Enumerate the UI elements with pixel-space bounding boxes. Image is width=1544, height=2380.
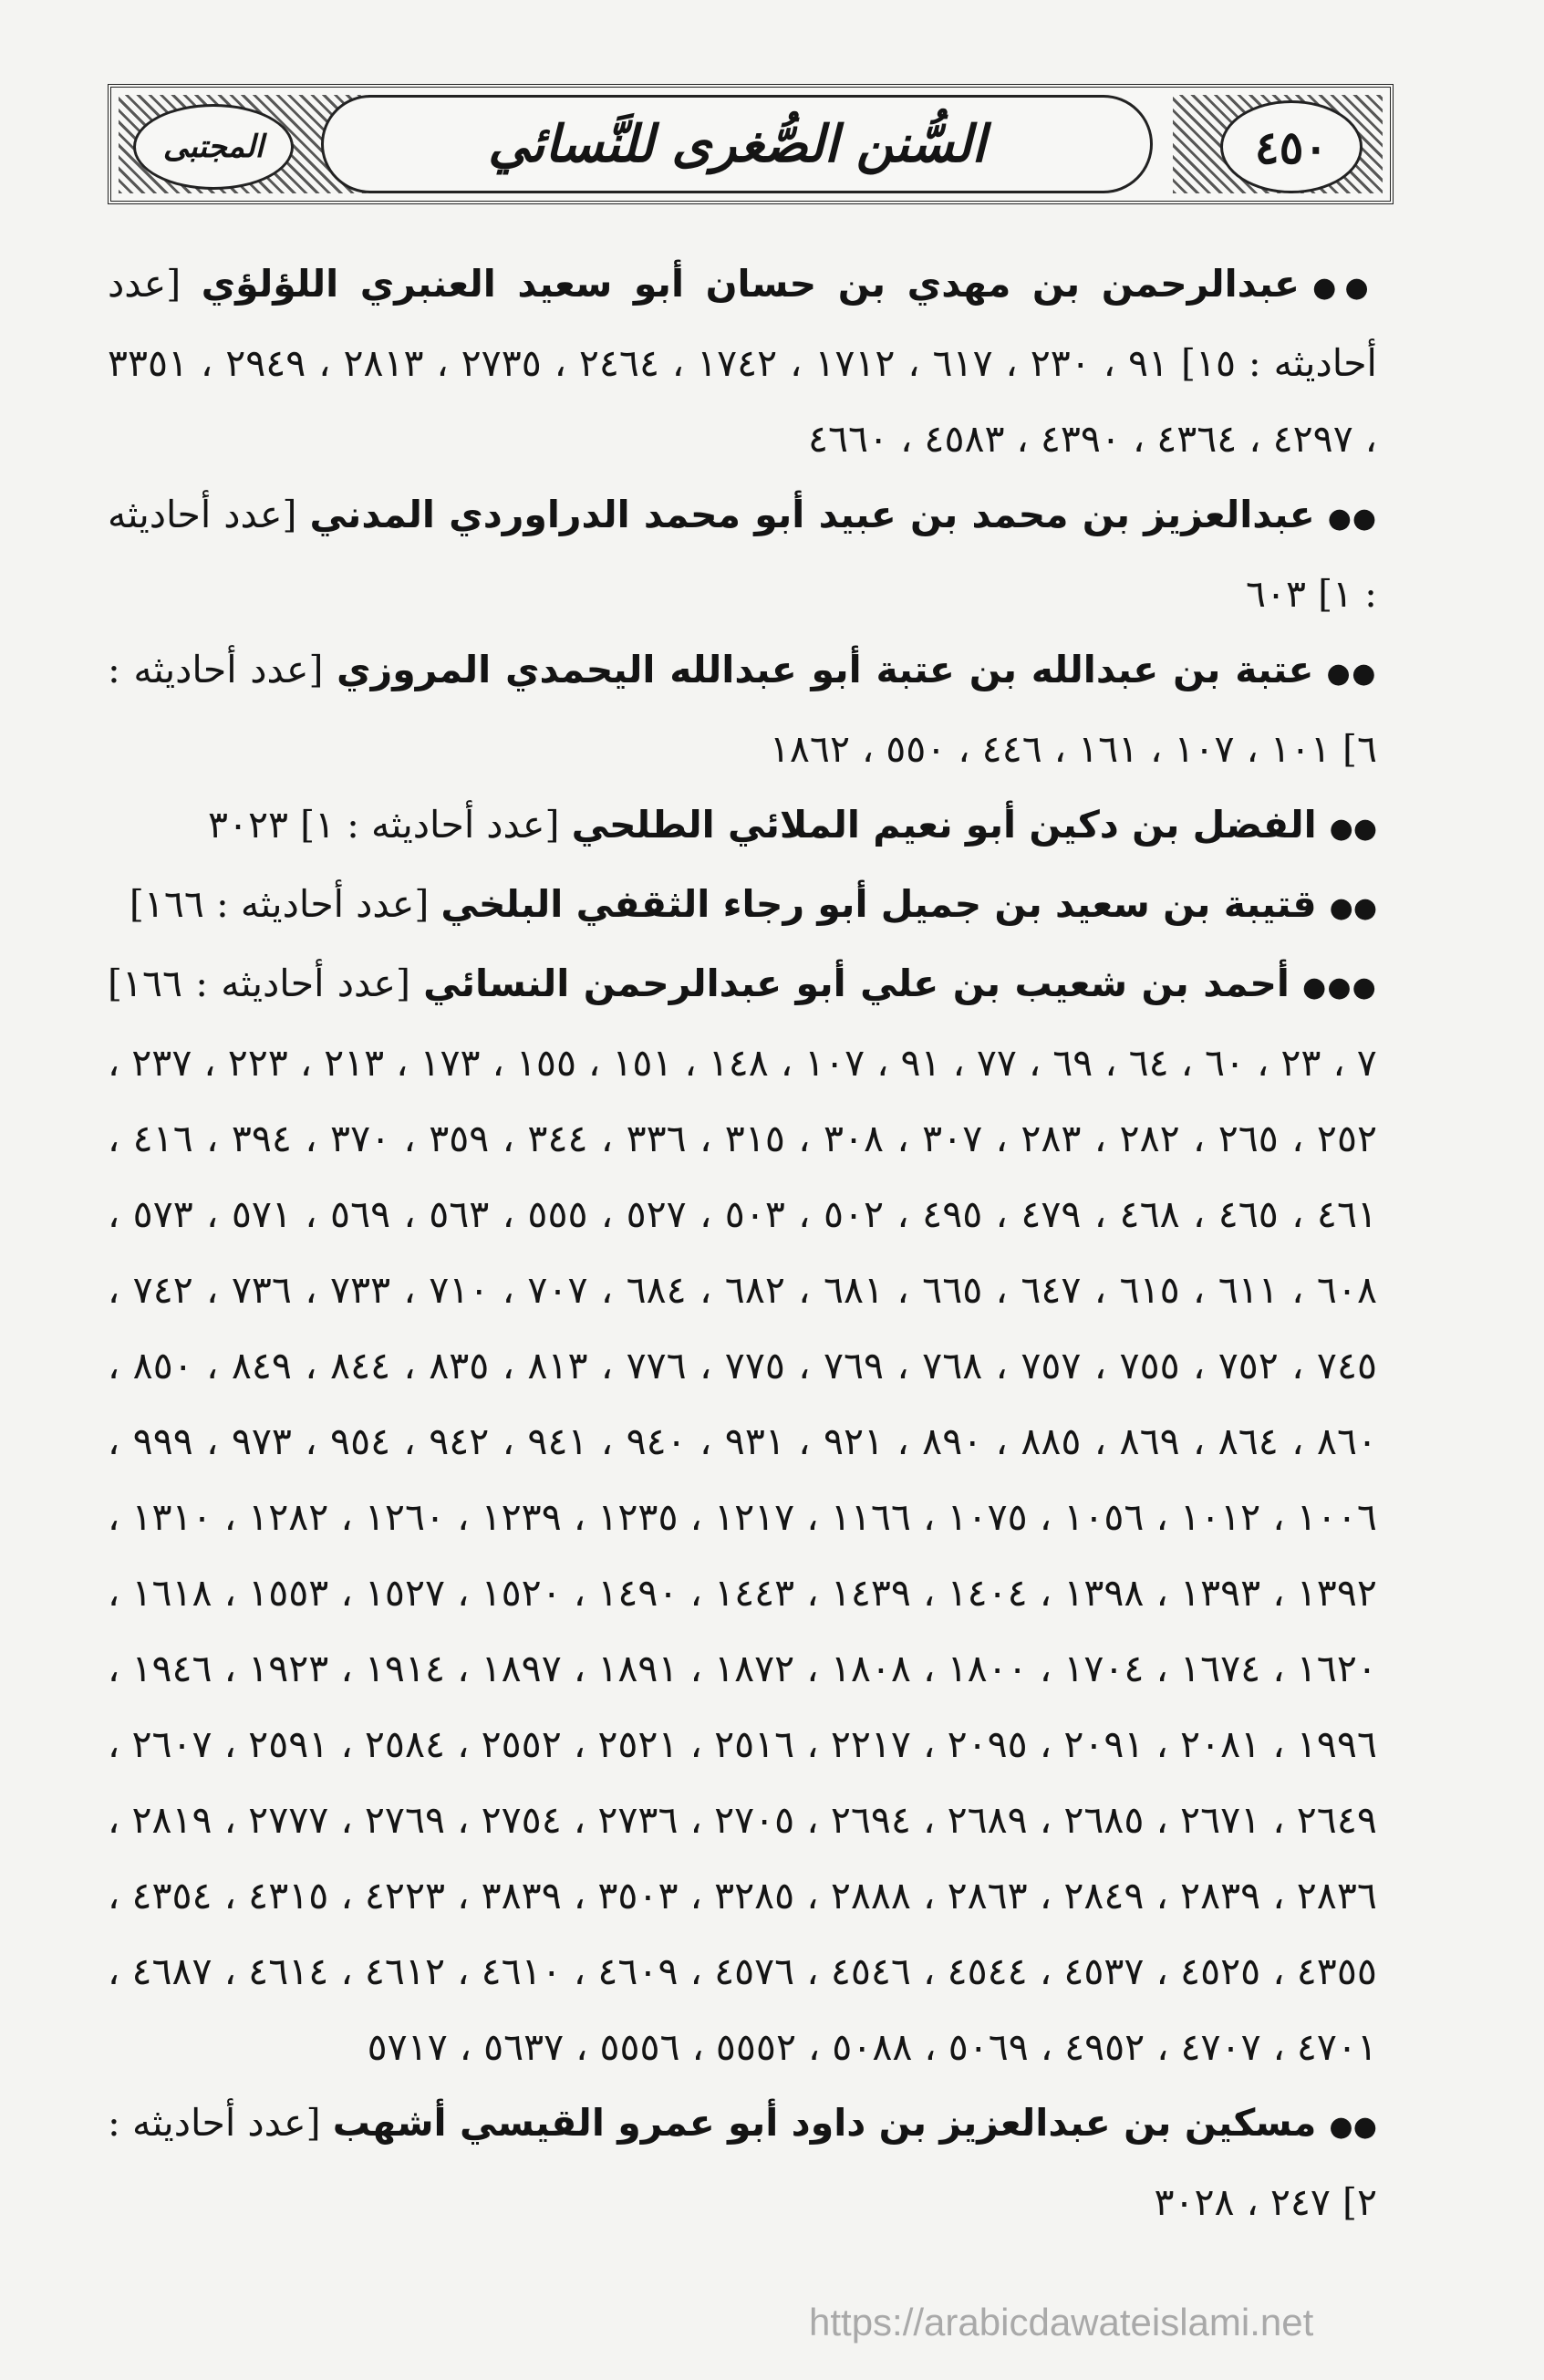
bullet-marker: ●●● (1302, 972, 1377, 1003)
narrator-name: قتيبة بن سعيد بن جميل أبو رجاء الثقفي البلخي (440, 882, 1317, 926)
narrator-index (108, 246, 1377, 2240)
bullet-marker: ●● (1329, 2111, 1377, 2143)
hadith-count: [عدد أحاديثه : ١] (300, 803, 560, 847)
hadith-numbers: ٣٠٢٣ (207, 803, 289, 847)
book-title: السُّنن الصُّغرى للنَّسائي (488, 114, 986, 174)
narrator-entry (108, 787, 1377, 867)
narrator-name: عبدالعزيز بن محمد بن عبيد أبو محمد الدراوردي المدني (309, 493, 1315, 536)
narrator-name: مسكين بن عبدالعزيز بن داود أبو عمرو القيسي أشهب (332, 2101, 1317, 2145)
bullet-marker: ●● (1329, 892, 1377, 924)
bullet-marker: ●● (1312, 272, 1378, 304)
hadith-numbers: ٦٠٣ (1245, 572, 1307, 616)
watermark-url: https://arabicdawateislami.net (809, 2301, 1314, 2344)
bullet-marker: ●● (1329, 813, 1377, 845)
narrator-entry (108, 477, 1377, 632)
hadith-count: [عدد أحاديثه : ١٦٦] (129, 882, 430, 926)
hadith-count: [عدد أحاديثه : ٢] (108, 2101, 1377, 2224)
title-cartouche (321, 95, 1153, 193)
narrator-name: الفضل بن دكين أبو نعيم الملائي الطلحي (571, 803, 1317, 847)
hadith-numbers: ٩١ ، ٢٣٠ ، ٦١٧ ، ١٧١٢ ، ١٧٤٢ ، ٢٤٦٤ ، ٢٧٣٥ ، ٢٨١٣ ، ٢٩٤٩ ، ٣٣٥١ ، ٤٢٩٧ ، ٤٣٦٤ ، ٤٣٩٠ ، ٤٥٨٣ ، ٤٦٦٠ (108, 341, 1377, 461)
narrator-entry (108, 246, 1377, 477)
hadith-count: [عدد أحاديثه : ٦] (108, 648, 1377, 771)
hadith-count: [عدد أحاديثه : ١] (108, 493, 1377, 616)
narrator-name: عبدالرحمن بن مهدي بن حسان أبو سعيد العنبري اللؤلؤي (201, 262, 1300, 306)
page-number: ٤٥٠ (1220, 100, 1363, 193)
narrator-name: عتبة بن عبدالله بن عتبة أبو عبدالله اليحمدي المروزي (337, 648, 1314, 691)
hadith-numbers: ٧ ، ٢٣ ، ٦٠ ، ٦٤ ، ٦٩ ، ٧٧ ، ٩١ ، ١٠٧ ، ١٤٨ ، ١٥١ ، ١٥٥ ، ١٧٣ ، ٢١٣ ، ٢٢٣ ، ٢٣٧ ، ٢٥٢ ، ٢٦٥ ، ٢٨٢ ، ٢٨٣ ، ٣٠٧ ، ٣٠٨ ، ٣١٥ ، ٣٣٦ ، ٣٤٤ ، ٣٥٩ ، ٣٧٠ ، ٣٩٤ ، ٤١٦ ، ٤٦١ ، ٤٦٥ ، ٤٦٨ ، ٤٧٩ ، ٤٩٥ ، ٥٠٢ ، ٥٠٣ ، ٥٢٧ ، ٥٥٥ ، ٥٦٣ ، ٥٦٩ ، ٥٧١ ، ٥٧٣ ، ٦٠٨ ، ٦١١ ، ٦١٥ ، ٦٤٧ ، ٦٦٥ ، ٦٨١ ، ٦٨٢ ، ٦٨٤ ، ٧٠٧ ، ٧١٠ ، ٧٣٣ ، ٧٣٦ ، ٧٤٢ ، ٧٤٥ ، ٧٥٢ ، ٧٥٥ ، ٧٥٧ ، ٧٦٨ ، ٧٦٩ ، ٧٧٥ ، ٧٧٦ ، ٨١٣ ، ٨٣٥ ، ٨٤٤ ، ٨٤٩ ، ٨٥٠ ، ٨٦٠ ، ٨٦٤ ، ٨٦٩ ، ٨٨٥ ، ٨٩٠ ، ٩٢١ ، ٩٣١ ، ٩٤٠ ، ٩٤١ ، ٩٤٢ ، ٩٥٤ ، ٩٧٣ ، ٩٩٩ ، ١٠٠٦ ، ١٠١٢ ، ١٠٥٦ ، ١٠٧٥ ، ١١٦٦ ، ١٢١٧ ، ١٢٣٥ ، ١٢٣٩ ، ١٢٦٠ ، ١٢٨٢ ، ١٣١٠ ، ١٣٩٢ ، ١٣٩٣ ، ١٣٩٨ ، ١٤٠٤ ، ١٤٣٩ ، ١٤٤٣ ، ١٤٩٠ ، ١٥٢٠ ، ١٥٢٧ ، ١٥٥٣ ، ١٦١٨ ، ١٦٢٠ ، ١٦٧٤ ، ١٧٠٤ ، ١٨٠٠ ، ١٨٠٨ ، ١٨٧٢ ، ١٨٩١ ، ١٨٩٧ ، ١٩١٤ ، ١٩٢٣ ، ١٩٤٦ ، ١٩٩٦ ، ٢٠٨١ ، ٢٠٩١ ، ٢٠٩٥ ، ٢٢١٧ ، ٢٥١٦ ، ٢٥٢١ ، ٢٥٥٢ ، ٢٥٨٤ ، ٢٥٩١ ، ٢٦٠٧ ، ٢٦٤٩ ، ٢٦٧١ ، ٢٦٨٥ ، ٢٦٨٩ ، ٢٦٩٤ ، ٢٧٠٥ ، ٢٧٣٦ ، ٢٧٥٤ ، ٢٧٦٩ ، ٢٧٧٧ ، ٢٨١٩ ، ٢٨٣٦ ، ٢٨٣٩ ، ٢٨٤٩ ، ٢٨٦٣ ، ٢٨٨٨ ، ٣٢٨٥ ، ٣٥٠٣ ، ٣٨٣٩ ، ٤٢٢٣ ، ٤٣١٥ ، ٤٣٥٤ ، ٤٣٥٥ ، ٤٥٢٥ ، ٤٥٣٧ ، ٤٥٤٤ ، ٤٥٤٦ ، ٤٥٧٦ ، ٤٦٠٩ ، ٤٦١٠ ، ٤٦١٢ ، ٤٦١٤ ، ٤٦٨٧ ، ٤٧٠١ ، ٤٧٠٧ ، ٤٩٥٢ ، ٥٠٦٩ ، ٥٠٨٨ ، ٥٥٥٢ ، ٥٥٥٦ ، ٥٦٣٧ ، ٥٧١٧ (108, 1041, 1377, 2069)
page-header (108, 84, 1394, 204)
hadith-count: [عدد أحاديثه : ١٥] (108, 262, 1377, 385)
narrator-entry (108, 867, 1377, 946)
bullet-marker: ●● (1326, 658, 1377, 690)
hadith-count: [عدد أحاديثه : ١٦٦] (108, 961, 410, 1005)
hadith-numbers: ٢٤٧ ، ٣٠٢٨ (1154, 2180, 1331, 2224)
bullet-marker: ●● (1327, 503, 1377, 535)
narrator-name: أحمد بن شعيب بن علي أبو عبدالرحمن النسائي (423, 961, 1290, 1005)
book-seal: المجتبى (133, 104, 294, 190)
hadith-numbers: ١٠١ ، ١٠٧ ، ١٦١ ، ٤٤٦ ، ٥٥٠ ، ١٨٦٢ (769, 727, 1331, 771)
narrator-entry (108, 2085, 1377, 2240)
narrator-entry (108, 632, 1377, 787)
narrator-entry (108, 946, 1377, 2085)
